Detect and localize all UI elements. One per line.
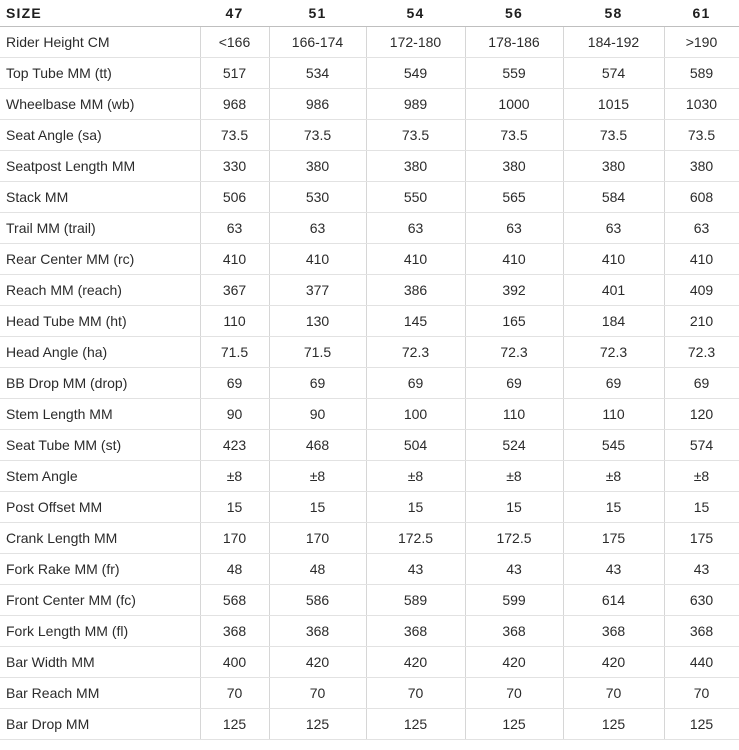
table-cell: 386 — [366, 275, 465, 306]
table-cell: 586 — [269, 585, 366, 616]
table-cell: 380 — [366, 151, 465, 182]
table-cell: 166-174 — [269, 27, 366, 58]
row-label: Top Tube MM (tt) — [0, 58, 200, 89]
table-cell: 420 — [366, 647, 465, 678]
table-cell: 110 — [563, 399, 664, 430]
table-cell: 504 — [366, 430, 465, 461]
row-label: Crank Length MM — [0, 523, 200, 554]
table-cell: 69 — [664, 368, 739, 399]
size-header-47: 47 — [200, 0, 269, 27]
table-cell: 70 — [366, 678, 465, 709]
row-label: Fork Rake MM (fr) — [0, 554, 200, 585]
table-row — [0, 27, 739, 58]
table-cell: 73.5 — [366, 120, 465, 151]
table-cell: 380 — [563, 151, 664, 182]
table-cell: 170 — [269, 523, 366, 554]
table-cell: 110 — [200, 306, 269, 337]
table-cell: 125 — [563, 709, 664, 740]
table-cell: 368 — [200, 616, 269, 647]
table-row — [0, 337, 739, 368]
table-cell: 170 — [200, 523, 269, 554]
table-cell: 73.5 — [269, 120, 366, 151]
size-header-56: 56 — [465, 0, 563, 27]
row-label: BB Drop MM (drop) — [0, 368, 200, 399]
table-cell: 524 — [465, 430, 563, 461]
row-label: Bar Drop MM — [0, 709, 200, 740]
table-row — [0, 430, 739, 461]
table-cell: 608 — [664, 182, 739, 213]
table-cell: 69 — [200, 368, 269, 399]
row-label: Wheelbase MM (wb) — [0, 89, 200, 120]
row-label: Reach MM (reach) — [0, 275, 200, 306]
table-cell: 380 — [664, 151, 739, 182]
table-cell: 574 — [664, 430, 739, 461]
table-cell: 125 — [664, 709, 739, 740]
row-label: Trail MM (trail) — [0, 213, 200, 244]
row-label: Seatpost Length MM — [0, 151, 200, 182]
table-cell: 410 — [269, 244, 366, 275]
table-cell: 559 — [465, 58, 563, 89]
table-cell: 43 — [366, 554, 465, 585]
table-cell: 589 — [366, 585, 465, 616]
table-cell: 69 — [269, 368, 366, 399]
table-cell: 423 — [200, 430, 269, 461]
table-cell: ±8 — [200, 461, 269, 492]
table-cell: 368 — [269, 616, 366, 647]
table-cell: 120 — [664, 399, 739, 430]
table-cell: 90 — [269, 399, 366, 430]
table-cell: 367 — [200, 275, 269, 306]
table-cell: 15 — [200, 492, 269, 523]
table-cell: 565 — [465, 182, 563, 213]
table-cell: 15 — [664, 492, 739, 523]
table-cell: 420 — [465, 647, 563, 678]
table-cell: ±8 — [366, 461, 465, 492]
table-cell: 210 — [664, 306, 739, 337]
table-cell: 1015 — [563, 89, 664, 120]
table-cell: 73.5 — [664, 120, 739, 151]
table-row — [0, 306, 739, 337]
table-cell: 968 — [200, 89, 269, 120]
header-row — [0, 0, 739, 27]
table-cell: 15 — [563, 492, 664, 523]
table-cell: 48 — [269, 554, 366, 585]
row-label: Fork Length MM (fl) — [0, 616, 200, 647]
table-cell: 410 — [664, 244, 739, 275]
row-label: Seat Tube MM (st) — [0, 430, 200, 461]
table-cell: 530 — [269, 182, 366, 213]
table-cell: 63 — [269, 213, 366, 244]
table-cell: ±8 — [269, 461, 366, 492]
table-cell: 410 — [563, 244, 664, 275]
table-row — [0, 58, 739, 89]
table-cell: 368 — [366, 616, 465, 647]
table-cell: 70 — [269, 678, 366, 709]
row-label: Stem Length MM — [0, 399, 200, 430]
table-row — [0, 368, 739, 399]
table-cell: 72.3 — [563, 337, 664, 368]
table-cell: 90 — [200, 399, 269, 430]
table-cell: 73.5 — [563, 120, 664, 151]
table-row — [0, 647, 739, 678]
row-label: Seat Angle (sa) — [0, 120, 200, 151]
table-cell: 574 — [563, 58, 664, 89]
table-cell: 440 — [664, 647, 739, 678]
table-cell: 589 — [664, 58, 739, 89]
table-cell: 165 — [465, 306, 563, 337]
table-cell: 63 — [465, 213, 563, 244]
table-cell: 550 — [366, 182, 465, 213]
table-cell: 15 — [465, 492, 563, 523]
table-row — [0, 616, 739, 647]
row-label: Front Center MM (fc) — [0, 585, 200, 616]
table-cell: ±8 — [664, 461, 739, 492]
table-cell: ±8 — [465, 461, 563, 492]
table-cell: 125 — [465, 709, 563, 740]
table-row — [0, 275, 739, 306]
table-cell: 989 — [366, 89, 465, 120]
row-label: Stem Angle — [0, 461, 200, 492]
table-cell: 15 — [366, 492, 465, 523]
table-cell: 125 — [200, 709, 269, 740]
table-cell: 100 — [366, 399, 465, 430]
table-cell: 368 — [664, 616, 739, 647]
table-cell: 63 — [563, 213, 664, 244]
size-header-51: 51 — [269, 0, 366, 27]
table-cell: 172.5 — [366, 523, 465, 554]
table-cell: 73.5 — [465, 120, 563, 151]
table-cell: 420 — [269, 647, 366, 678]
table-row — [0, 585, 739, 616]
row-label: Head Angle (ha) — [0, 337, 200, 368]
table-cell: 178-186 — [465, 27, 563, 58]
table-cell: ±8 — [563, 461, 664, 492]
table-cell: 1030 — [664, 89, 739, 120]
table-row — [0, 182, 739, 213]
table-cell: 986 — [269, 89, 366, 120]
table-cell: 409 — [664, 275, 739, 306]
table-cell: 69 — [366, 368, 465, 399]
table-cell: <166 — [200, 27, 269, 58]
table-body — [0, 27, 739, 740]
table-cell: 125 — [269, 709, 366, 740]
table-cell: 72.3 — [664, 337, 739, 368]
table-row — [0, 709, 739, 740]
table-cell: 410 — [200, 244, 269, 275]
table-cell: 172.5 — [465, 523, 563, 554]
table-cell: 377 — [269, 275, 366, 306]
table-cell: 71.5 — [269, 337, 366, 368]
table-cell: 69 — [465, 368, 563, 399]
table-cell: 410 — [366, 244, 465, 275]
table-cell: 43 — [465, 554, 563, 585]
table-cell: 184 — [563, 306, 664, 337]
table-cell: 517 — [200, 58, 269, 89]
table-row — [0, 120, 739, 151]
table-cell: 468 — [269, 430, 366, 461]
table-cell: 43 — [563, 554, 664, 585]
table-cell: 70 — [465, 678, 563, 709]
table-cell: 368 — [465, 616, 563, 647]
table-cell: 420 — [563, 647, 664, 678]
table-cell: 175 — [664, 523, 739, 554]
table-cell: 71.5 — [200, 337, 269, 368]
table-cell: 70 — [664, 678, 739, 709]
size-header-58: 58 — [563, 0, 664, 27]
row-label: Stack MM — [0, 182, 200, 213]
table-cell: 172-180 — [366, 27, 465, 58]
table-row — [0, 523, 739, 554]
row-label: Rear Center MM (rc) — [0, 244, 200, 275]
table-cell: 125 — [366, 709, 465, 740]
table-cell: 63 — [366, 213, 465, 244]
table-cell: 401 — [563, 275, 664, 306]
table-cell: 130 — [269, 306, 366, 337]
table-cell: 599 — [465, 585, 563, 616]
table-row — [0, 244, 739, 275]
table-row — [0, 399, 739, 430]
table-cell: 175 — [563, 523, 664, 554]
table-cell: 15 — [269, 492, 366, 523]
table-cell: 145 — [366, 306, 465, 337]
table-cell: 545 — [563, 430, 664, 461]
table-cell: 614 — [563, 585, 664, 616]
table-cell: 48 — [200, 554, 269, 585]
table-cell: 584 — [563, 182, 664, 213]
table-cell: 63 — [200, 213, 269, 244]
row-label: Bar Width MM — [0, 647, 200, 678]
table-row — [0, 554, 739, 585]
table-cell: 43 — [664, 554, 739, 585]
table-cell: 110 — [465, 399, 563, 430]
table-cell: 400 — [200, 647, 269, 678]
table-cell: 534 — [269, 58, 366, 89]
table-cell: >190 — [664, 27, 739, 58]
table-cell: 410 — [465, 244, 563, 275]
size-header-54: 54 — [366, 0, 465, 27]
table-row — [0, 89, 739, 120]
table-cell: 63 — [664, 213, 739, 244]
size-header-label: SIZE — [0, 0, 200, 27]
table-cell: 568 — [200, 585, 269, 616]
table-cell: 1000 — [465, 89, 563, 120]
table-row — [0, 151, 739, 182]
table-cell: 330 — [200, 151, 269, 182]
table-row — [0, 678, 739, 709]
row-label: Rider Height CM — [0, 27, 200, 58]
row-label: Post Offset MM — [0, 492, 200, 523]
table-row — [0, 461, 739, 492]
table-row — [0, 213, 739, 244]
table-cell: 380 — [465, 151, 563, 182]
table-cell: 70 — [200, 678, 269, 709]
row-label: Head Tube MM (ht) — [0, 306, 200, 337]
table-cell: 506 — [200, 182, 269, 213]
table-cell: 73.5 — [200, 120, 269, 151]
table-cell: 368 — [563, 616, 664, 647]
row-label: Bar Reach MM — [0, 678, 200, 709]
table-cell: 392 — [465, 275, 563, 306]
table-cell: 72.3 — [366, 337, 465, 368]
table-row — [0, 492, 739, 523]
size-header-61: 61 — [664, 0, 739, 27]
table-cell: 184-192 — [563, 27, 664, 58]
table-cell: 630 — [664, 585, 739, 616]
table-cell: 70 — [563, 678, 664, 709]
table-cell: 72.3 — [465, 337, 563, 368]
table-cell: 69 — [563, 368, 664, 399]
table-cell: 380 — [269, 151, 366, 182]
table-cell: 549 — [366, 58, 465, 89]
